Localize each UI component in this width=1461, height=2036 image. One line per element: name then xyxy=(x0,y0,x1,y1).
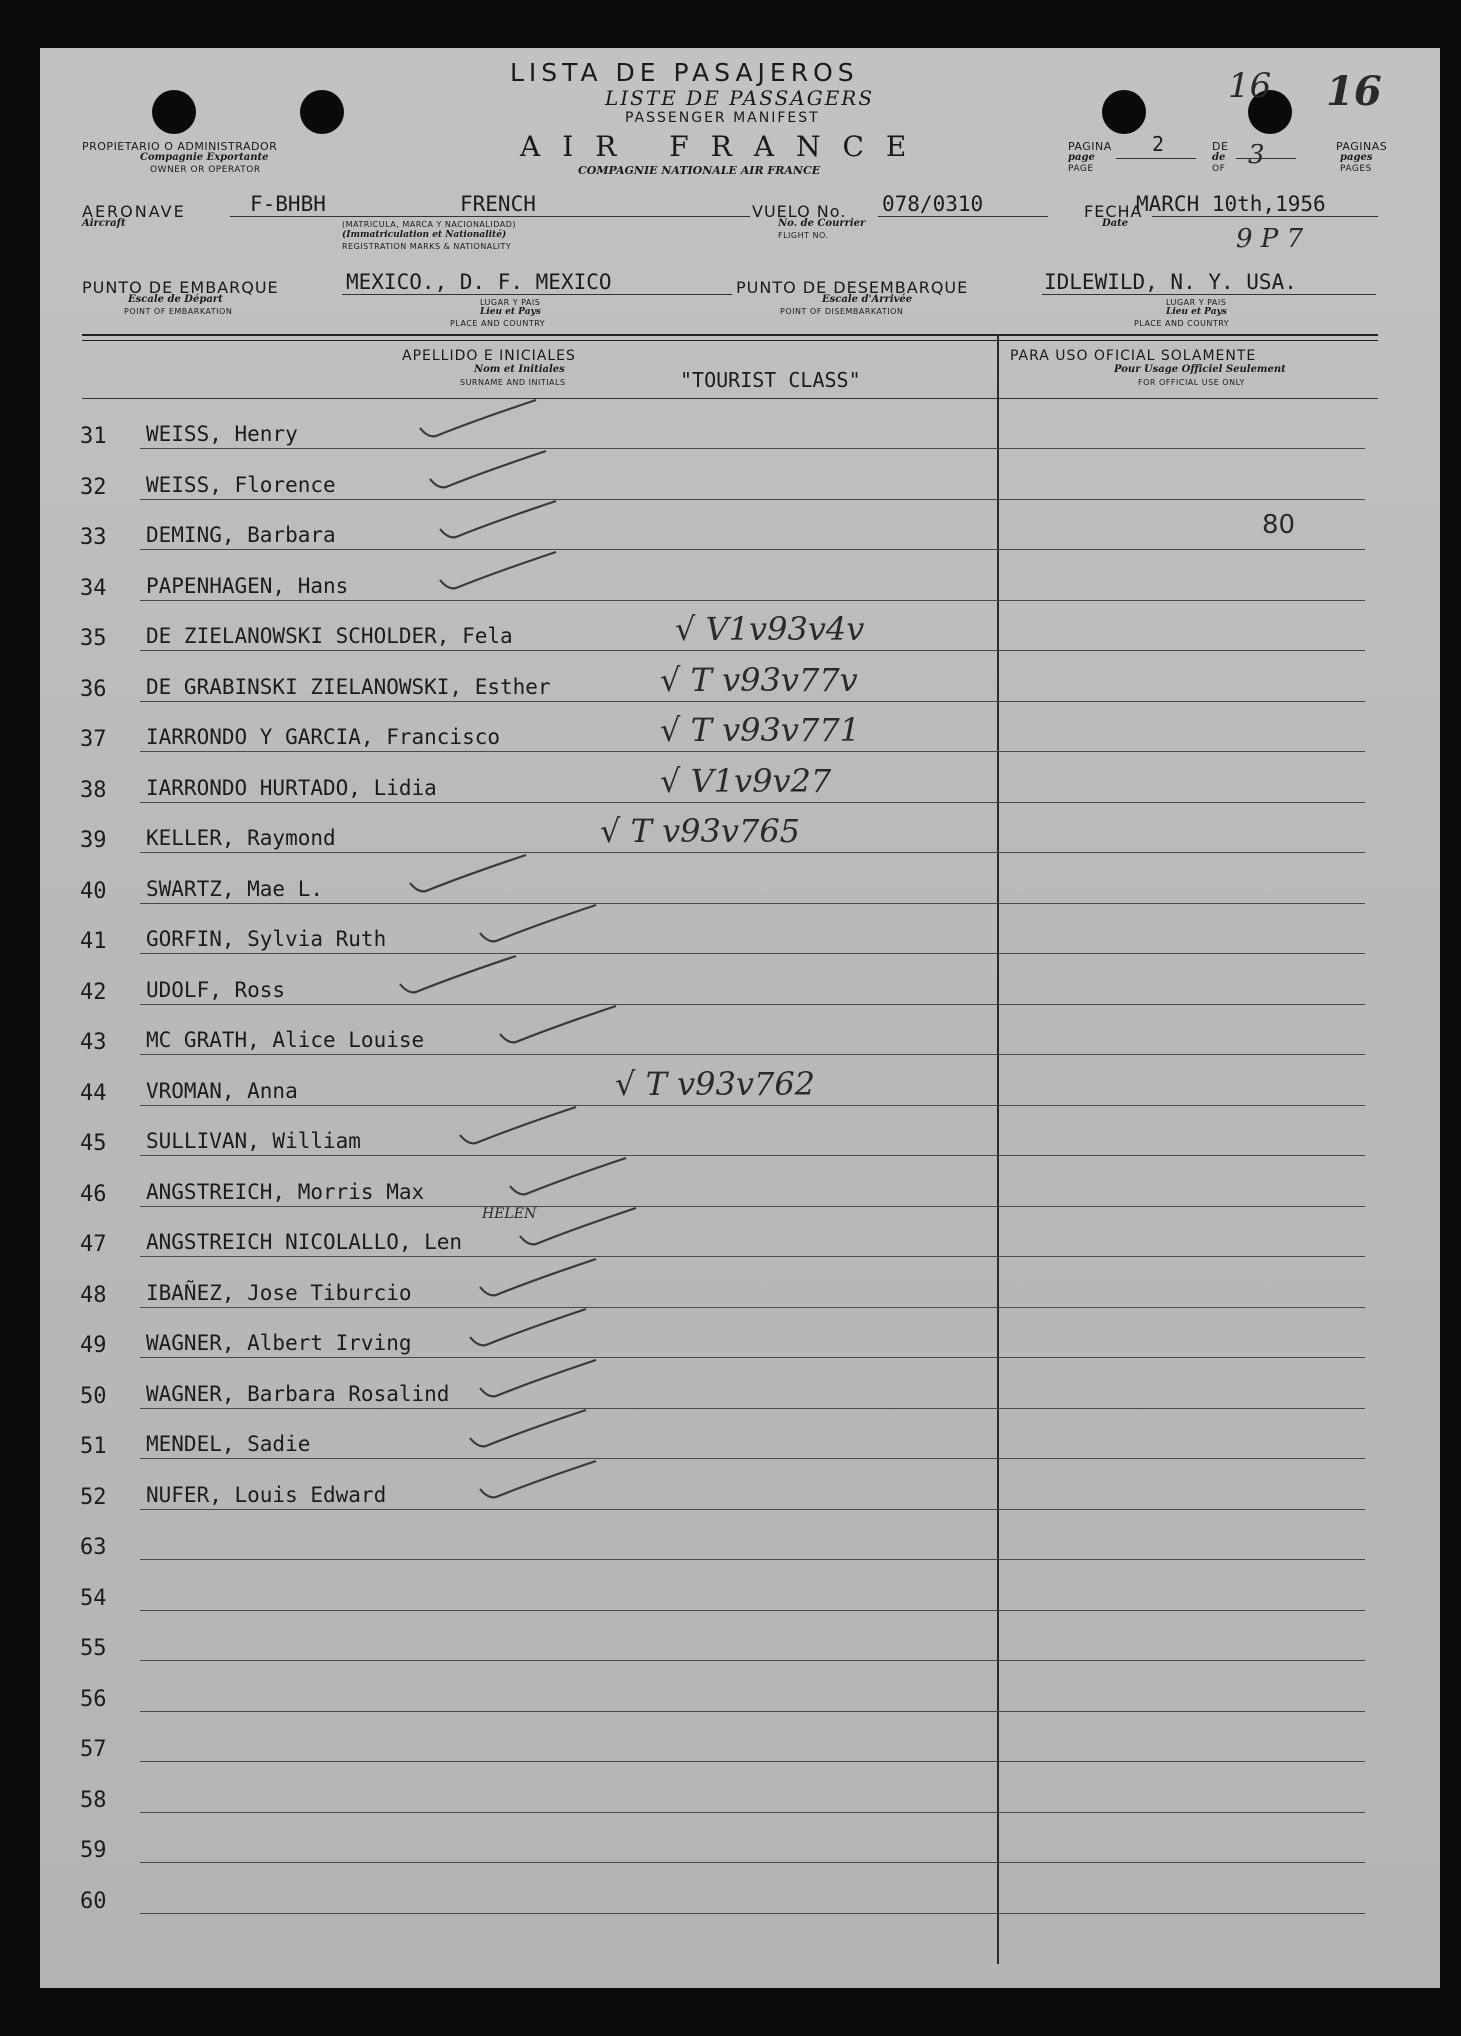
check-mark-icon xyxy=(506,1152,646,1202)
passenger-name: UDOLF, Ross xyxy=(146,978,286,1002)
page-underline xyxy=(1116,158,1196,159)
row-number: 35 xyxy=(80,626,107,651)
passenger-name: MC GRATH, Alice Louise xyxy=(146,1028,425,1052)
of-label: DE xyxy=(1212,140,1229,153)
check-mark-icon xyxy=(406,849,546,899)
row-rule xyxy=(140,1357,1365,1358)
row-rule xyxy=(140,499,1365,500)
row-number: 52 xyxy=(80,1485,107,1510)
of-number: 3 xyxy=(1248,140,1265,170)
check-mark-icon xyxy=(466,1303,606,1353)
passenger-name: MENDEL, Sadie xyxy=(146,1432,311,1456)
embarkation-label-en: POINT OF EMBARKATION xyxy=(124,307,233,316)
row-number: 31 xyxy=(80,424,107,449)
passenger-name: GORFIN, Sylvia Ruth xyxy=(146,927,387,951)
row-number: 42 xyxy=(80,980,107,1005)
passenger-name: KELLER, Raymond xyxy=(146,826,336,850)
row-rule xyxy=(140,903,1365,904)
tourist-class-label: "TOURIST CLASS" xyxy=(680,368,861,392)
of-label-fr: de xyxy=(1212,152,1226,163)
row-rule xyxy=(140,1559,1365,1560)
passenger-name: SULLIVAN, William xyxy=(146,1129,361,1153)
disembarkation-label-en: POINT OF DISEMBARKATION xyxy=(780,307,904,316)
handwritten-visa-mark: √ T v93v77v xyxy=(660,661,858,699)
date-label: FECHA xyxy=(1084,202,1143,221)
page-label: PAGINA xyxy=(1068,140,1112,153)
row-number: 41 xyxy=(80,929,107,954)
flight-date: MARCH 10th,1956 xyxy=(1136,192,1326,216)
flight-label-fr: No. de Courrier xyxy=(778,218,866,229)
disembarkation-underline xyxy=(1042,294,1376,295)
row-number: 49 xyxy=(80,1333,107,1358)
disembarkation-label: PUNTO DE DESEMBARQUE xyxy=(736,278,969,297)
embarkation-caption-en: PLACE AND COUNTRY xyxy=(450,319,546,328)
row-number: 32 xyxy=(80,475,107,500)
check-mark-icon xyxy=(476,899,616,949)
column-name-en: SURNAME AND INITIALS xyxy=(460,378,566,387)
check-mark-icon xyxy=(466,1404,606,1454)
passenger-name: DE GRABINSKI ZIELANOWSKI, Esther xyxy=(146,675,551,699)
row-number: 63 xyxy=(80,1535,107,1560)
handwritten-visa-mark: √ T v93v765 xyxy=(600,812,801,850)
column-name-fr: Nom et Initiales xyxy=(474,364,565,375)
embarkation-label: PUNTO DE EMBARQUE xyxy=(82,278,279,297)
row-rule xyxy=(140,1458,1365,1459)
flight-number: 078/0310 xyxy=(882,192,984,216)
row-rule xyxy=(140,1913,1365,1914)
passenger-name: SWARTZ, Mae L. xyxy=(146,877,324,901)
row-rule xyxy=(140,1862,1365,1863)
flight-label: VUELO No. xyxy=(752,202,847,221)
column-name-es: APELLIDO E INICIALES xyxy=(402,348,576,364)
passenger-name: ANGSTREICH, Morris Max xyxy=(146,1180,425,1204)
row-number: 56 xyxy=(80,1687,107,1712)
row-number: 55 xyxy=(80,1636,107,1661)
row-rule xyxy=(140,1004,1365,1005)
row-rule xyxy=(140,1256,1365,1257)
airline-subtitle: COMPAGNIE NATIONALE AIR FRANCE xyxy=(578,164,821,177)
check-mark-icon xyxy=(516,1202,656,1252)
owner-label-fr: Compagnie Exportante xyxy=(140,152,269,163)
row-number: 57 xyxy=(80,1737,107,1762)
passenger-name: ANGSTREICH NICOLALLO, Len xyxy=(146,1230,463,1254)
row-number: 44 xyxy=(80,1081,107,1106)
manifest-sheet xyxy=(40,48,1440,1988)
embarkation-underline xyxy=(342,294,732,295)
row-rule xyxy=(140,600,1365,601)
owner-label-es: PROPIETARIO O ADMINISTRADOR xyxy=(82,140,278,153)
pages-label-en: PAGES xyxy=(1340,164,1372,174)
date-handwritten-note: 9 P 7 xyxy=(1236,224,1304,254)
registration-caption-fr: (Immatriculation et Nationalité) xyxy=(342,230,507,240)
row-rule xyxy=(140,1054,1365,1055)
punch-hole xyxy=(300,90,344,134)
passenger-name: DE ZIELANOWSKI SCHOLDER, Fela xyxy=(146,624,513,648)
owner-label-en: OWNER OR OPERATOR xyxy=(150,165,261,175)
row-rule xyxy=(140,751,1365,752)
row-number: 54 xyxy=(80,1586,107,1611)
row-rule xyxy=(140,1509,1365,1510)
page-label-fr: page xyxy=(1068,152,1095,163)
passenger-name: PAPENHAGEN, Hans xyxy=(146,574,349,598)
column-official-es: PARA USO OFICIAL SOLAMENTE xyxy=(1010,348,1257,364)
passenger-name: IBAÑEZ, Jose Tiburcio xyxy=(146,1281,412,1305)
row-number: 50 xyxy=(80,1384,107,1409)
check-mark-icon xyxy=(426,445,566,495)
row-number: 59 xyxy=(80,1838,107,1863)
row-number: 60 xyxy=(80,1889,107,1914)
handwritten-page-corner: 16 xyxy=(1326,68,1382,115)
passenger-name: DEMING, Barbara xyxy=(146,523,336,547)
title-fr: LISTE DE PASSAGERS xyxy=(605,86,875,110)
title-en: PASSENGER MANIFEST xyxy=(625,110,820,126)
check-mark-icon xyxy=(456,1101,596,1151)
pages-label: PAGINAS xyxy=(1336,140,1388,153)
passenger-name: NUFER, Louis Edward xyxy=(146,1483,387,1507)
header-bottom-rule xyxy=(82,398,1378,399)
row-number: 47 xyxy=(80,1232,107,1257)
check-mark-icon xyxy=(476,1253,616,1303)
title-es: LISTA DE PASAJEROS xyxy=(510,58,859,87)
header-rule-2 xyxy=(82,340,1378,341)
row-rule xyxy=(140,802,1365,803)
flight-label-en: FLIGHT NO. xyxy=(778,231,829,240)
row-rule xyxy=(140,1105,1365,1106)
registration-caption-en: REGISTRATION MARKS & NATIONALITY xyxy=(342,242,512,251)
disembarkation-label-fr: Escale d'Arrivée xyxy=(822,294,913,305)
row-rule xyxy=(140,1408,1365,1409)
of-label-en: OF xyxy=(1212,164,1226,174)
pages-label-fr: pages xyxy=(1340,152,1373,163)
row-rule xyxy=(140,1660,1365,1661)
airline-name: AIR FRANCE xyxy=(520,130,929,163)
row-rule xyxy=(140,852,1365,853)
row-number: 39 xyxy=(80,828,107,853)
disembarkation-caption-es: LUGAR Y PAIS xyxy=(1166,298,1227,307)
row-rule xyxy=(140,1761,1365,1762)
check-mark-icon xyxy=(416,394,556,444)
row-number: 36 xyxy=(80,677,107,702)
disembarkation-caption-fr: Lieu et Pays xyxy=(1166,307,1227,317)
disembarkation-place: IDLEWILD, N. Y. USA. xyxy=(1044,270,1297,294)
column-official-en: FOR OFFICIAL USE ONLY xyxy=(1138,378,1245,387)
row-rule xyxy=(140,953,1365,954)
row-rule xyxy=(140,549,1365,550)
official-note: 80 xyxy=(1262,510,1296,540)
row-rule xyxy=(140,1812,1365,1813)
punch-hole xyxy=(1102,90,1146,134)
embarkation-caption-es: LUGAR Y PAIS xyxy=(480,298,541,307)
header-rule xyxy=(82,334,1378,336)
row-number: 43 xyxy=(80,1030,107,1055)
passenger-name: VROMAN, Anna xyxy=(146,1079,298,1103)
row-rule xyxy=(140,1711,1365,1712)
row-rule xyxy=(140,1155,1365,1156)
disembarkation-caption-en: PLACE AND COUNTRY xyxy=(1134,319,1230,328)
handwritten-visa-mark: √ V1v93v4v xyxy=(675,610,865,648)
handwritten-visa-mark: √ V1v9v27 xyxy=(660,762,832,800)
embarkation-caption-fr: Lieu et Pays xyxy=(480,307,541,317)
row-rule xyxy=(140,448,1365,449)
row-number: 45 xyxy=(80,1131,107,1156)
of-underline xyxy=(1236,158,1296,159)
row-number: 40 xyxy=(80,879,107,904)
row-number: 37 xyxy=(80,727,107,752)
check-mark-icon xyxy=(476,1455,616,1505)
aircraft-label-fr: Aircraft xyxy=(82,218,126,229)
row-number: 48 xyxy=(80,1283,107,1308)
page-label-en: PAGE xyxy=(1068,164,1094,174)
check-mark-icon xyxy=(396,950,536,1000)
check-mark-icon xyxy=(496,1000,636,1050)
check-mark-icon xyxy=(436,495,576,545)
row-number: 51 xyxy=(80,1434,107,1459)
handwritten-page-top: 16 xyxy=(1228,66,1272,106)
passenger-name: IARRONDO HURTADO, Lidia xyxy=(146,776,437,800)
row-rule xyxy=(140,1206,1365,1207)
handwritten-visa-mark: √ T v93v771 xyxy=(660,711,861,749)
row-number: 34 xyxy=(80,576,107,601)
date-underline xyxy=(1152,216,1378,217)
aircraft-registration: F-BHBH xyxy=(250,192,326,216)
row-number: 38 xyxy=(80,778,107,803)
aircraft-label: AERONAVE xyxy=(82,202,186,221)
row-number: 46 xyxy=(80,1182,107,1207)
flight-underline xyxy=(878,216,1048,217)
passenger-name: WAGNER, Barbara Rosalind xyxy=(146,1382,450,1406)
handwritten-annotation: HELEN xyxy=(482,1206,537,1222)
aircraft-nationality: FRENCH xyxy=(460,192,536,216)
column-divider xyxy=(997,334,999,1964)
embarkation-place: MEXICO., D. F. MEXICO xyxy=(346,270,612,294)
embarkation-label-fr: Escale de Départ xyxy=(128,294,223,305)
registration-caption-es: (MATRICULA, MARCA Y NACIONALIDAD) xyxy=(342,220,516,229)
check-mark-icon xyxy=(436,546,576,596)
passenger-name: WAGNER, Albert Irving xyxy=(146,1331,412,1355)
passenger-name: WEISS, Henry xyxy=(146,422,298,446)
check-mark-icon xyxy=(476,1354,616,1404)
row-rule xyxy=(140,1610,1365,1611)
row-rule xyxy=(140,1307,1365,1308)
column-official-fr: Pour Usage Officiel Seulement xyxy=(1114,364,1286,375)
date-label-fr: Date xyxy=(1102,218,1129,229)
row-rule xyxy=(140,650,1365,651)
punch-hole xyxy=(152,90,196,134)
page-number: 2 xyxy=(1152,132,1165,156)
row-number: 58 xyxy=(80,1788,107,1813)
passenger-name: IARRONDO Y GARCIA, Francisco xyxy=(146,725,501,749)
row-rule xyxy=(140,701,1365,702)
handwritten-visa-mark: √ T v93v762 xyxy=(615,1065,816,1103)
passenger-name: WEISS, Florence xyxy=(146,473,336,497)
aircraft-underline xyxy=(230,216,750,217)
row-number: 33 xyxy=(80,525,107,550)
